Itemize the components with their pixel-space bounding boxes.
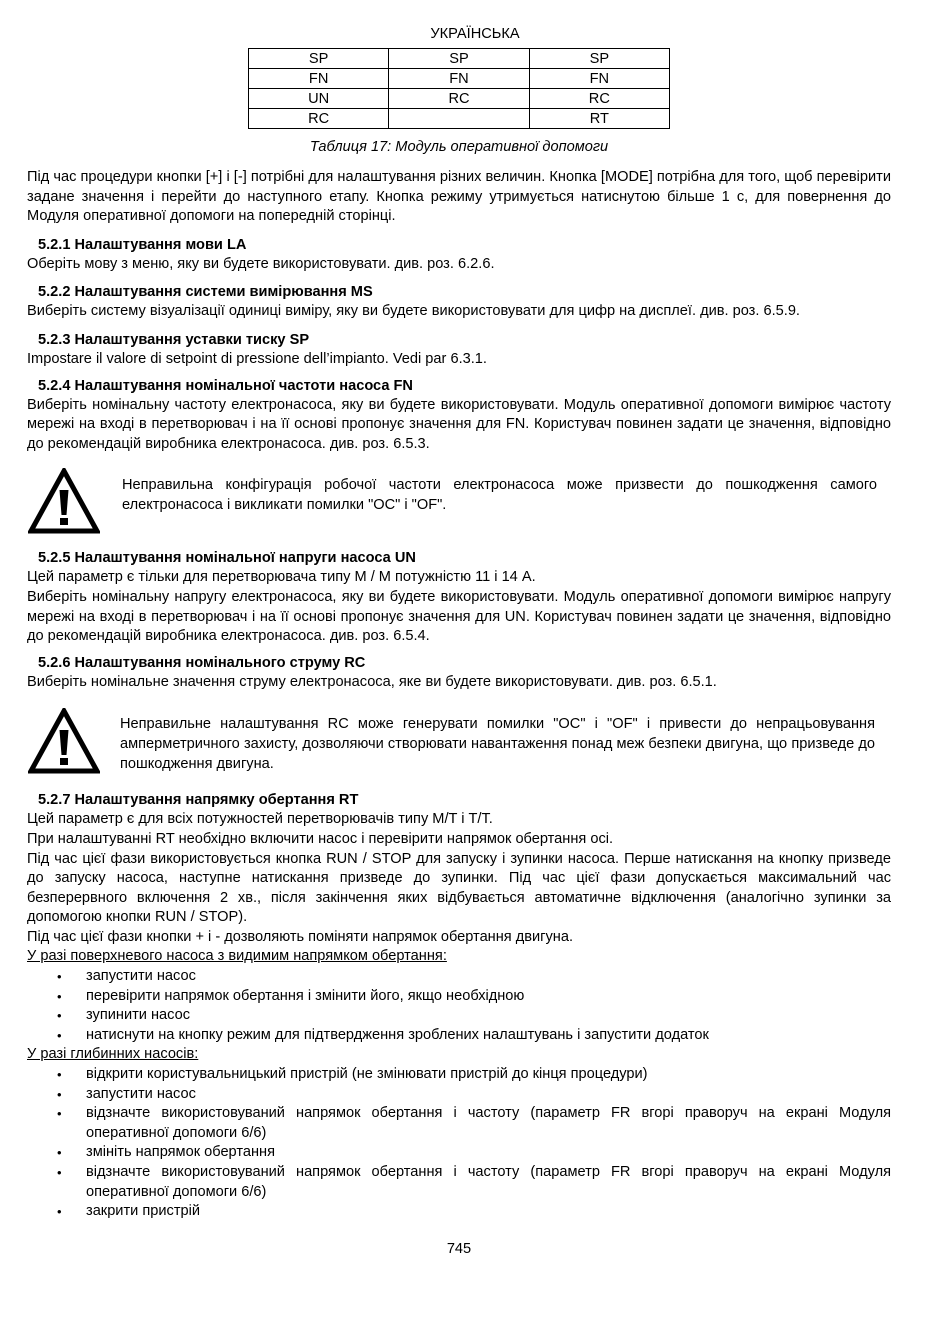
surface-pump-heading: У разі поверхневого насоса з видимим напрямком обертання: [27, 948, 447, 965]
warning-text-current: Неправильне налаштування RC може генерувати помилки "OC" і "OF" і привести до непрацьовування амперметричного захисту, дозволяючи створювати навантаження понад меж безпеки двигуна, що призведе до пошкодження двигуна. [120, 716, 875, 772]
bullet-icon: • [57, 969, 62, 985]
section-text-5-2-7-direction: Під час цієї фази кнопки + і - дозволяють поміняти напрямок обертання двигуна. [27, 928, 574, 945]
section-heading-5-2-5: 5.2.5 Налаштування номінальної напруги насоса UN [38, 550, 416, 567]
section-heading-5-2-1: 5.2.1 Налаштування мови LA [38, 236, 247, 253]
bullet-icon: • [57, 1106, 62, 1122]
table-row [249, 49, 670, 69]
section-text-5-2-5-scope: Цей параметр є тільки для перетворювача типу M / M потужністю 11 і 14 A. [27, 569, 536, 586]
bullet-icon: • [57, 1027, 62, 1043]
bullet-icon: • [57, 1067, 62, 1083]
list-item: • запустити насос [27, 967, 891, 987]
list-item: • запустити насос [27, 1085, 891, 1105]
table-cell: FN [249, 69, 389, 89]
table-row [249, 89, 670, 109]
section-heading-5-2-6: 5.2.6 Налаштування номінального струму RC [38, 654, 366, 671]
table-cell: UN [249, 89, 389, 109]
page-header-language: УКРАЇНСЬКА [430, 26, 520, 42]
table-caption: Таблиця 17: Модуль оперативної допомоги [309, 139, 609, 155]
surface-pump-steps [27, 967, 891, 1045]
bullet-icon: • [57, 1086, 62, 1102]
list-item: • натиснути на кнопку режим для підтвердження зроблених налаштувань і запустити додаток [27, 1026, 891, 1046]
table-cell: SP [389, 49, 529, 69]
table-cell [389, 109, 529, 129]
section-text-5-2-2: Виберіть систему візуалізації одиниці виміру, яку ви будете використовувати для цифр на дисплеї. див. роз. 6.5.9. [27, 303, 800, 320]
table-cell: RC [529, 89, 669, 109]
list-item: • змініть напрямок обертання [27, 1143, 891, 1163]
assistance-module-table [248, 48, 670, 129]
page-number: 745 [446, 1241, 472, 1257]
bullet-icon: • [57, 1165, 62, 1180]
table-row [249, 69, 670, 89]
section-text-5-2-6: Виберіть номінальне значення струму електронасоса, яке ви будете використовувати. див. роз. 6.5.1. [27, 673, 717, 690]
section-heading-5-2-4: 5.2.4 Налаштування номінальної частоти насоса FN [38, 377, 413, 394]
bullet-icon: • [57, 1204, 62, 1220]
deep-pump-steps [27, 1065, 891, 1222]
warning-text-frequency: Неправильна конфігурація робочої частоти електронасоса може призвести до пошкодження самого електронасоса і викликати помилки "OC" і "OF". [122, 477, 877, 513]
intro-paragraph: Під час процедури кнопки [+] і [-] потрібні для налаштування різних величин. Кнопка [MODE] потрібна для того, щоб перевірити задане значення і перейти до наступного етапу. Кнопка режиму утримується натиснутою більше 1 с, для повернення до Модуля оперативної допомоги на попередній сторінці. [27, 169, 891, 225]
bullet-icon: • [57, 1145, 62, 1161]
section-text-5-2-7-scope: Цей параметр є для всіх потужностей перетворювачів типу M/T і T/T. [27, 811, 493, 828]
document-body [27, 168, 891, 1222]
section-text-5-2-4: Виберіть номінальну частоту електронасоса, яку ви будете використовувати. Модуль оперативної допомоги вимірює частоту мережі на вході в перетворювач і на її основі пропонує значення для FN. Користувач повинен задати це значення, відповідно до рекомендацій виробника електронасоса. див. роз. 6.5.3. [27, 396, 891, 452]
warning-box-frequency [27, 468, 891, 540]
warning-triangle-icon [28, 708, 100, 774]
list-item: • відзначте використовуваний напрямок обертання і частоту (параметр FR вгорі праворуч на екрані Модуля оперативної допомоги 6/6) [57, 1164, 891, 1200]
section-heading-5-2-2: 5.2.2 Налаштування системи вимірювання MS [38, 284, 373, 301]
deep-pump-heading: У разі глибинних насосів: [27, 1046, 199, 1063]
table-cell: RC [249, 109, 389, 129]
section-text-5-2-7-setup: При налаштуванні RT необхідно включити насос і перевірити напрямок обертання осі. [27, 830, 614, 847]
warning-triangle-icon [28, 468, 100, 534]
section-heading-5-2-7: 5.2.7 Налаштування напрямку обертання RT [38, 792, 359, 809]
section-text-5-2-3: Impostare il valore di setpoint di pressione dell’impianto. Vedi par 6.3.1. [27, 350, 487, 367]
table-row [249, 109, 670, 129]
table-cell: FN [529, 69, 669, 89]
list-item: • закрити пристрій [27, 1202, 891, 1222]
warning-box-current [27, 708, 891, 782]
section-heading-5-2-3: 5.2.3 Налаштування уставки тиску SP [38, 331, 310, 348]
table-cell: RT [529, 109, 669, 129]
table-cell: FN [389, 69, 529, 89]
bullet-icon: • [57, 988, 62, 1004]
list-item: • відзначте використовуваний напрямок обертання і частоту (параметр FR вгорі праворуч на екрані Модуля оперативної допомоги 6/6) [57, 1105, 891, 1141]
list-item: • відкрити користувальницький пристрій (не змінювати пристрій до кінця процедури) [27, 1065, 891, 1085]
table-cell: SP [249, 49, 389, 69]
list-item: • зупинити насос [27, 1006, 891, 1026]
table-cell: RC [389, 89, 529, 109]
section-text-5-2-1: Оберіть мову з меню, яку ви будете використовувати. див. роз. 6.2.6. [27, 255, 495, 272]
list-item: • перевірити напрямок обертання і змінити його, якщо необхідною [27, 987, 891, 1007]
section-text-5-2-5: Виберіть номінальну напругу електронасоса, яку ви будете використовувати. Модуль оперативної допомоги вимірює напругу мережі на вході в перетворювач і на її основі пропонує значення для UN. Користувач повинен задати це значення, відповідно до рекомендацій виробника електронасоса. див. роз. 6.5.4. [27, 588, 891, 645]
section-text-5-2-7-run-stop: Під час цієї фази використовується кнопка RUN / STOP для запуску і зупинки насоса. Перше натискання на кнопку призведе до запуску насоса, наступне натискання призведе до зупинки. Під час цієї фази допускається максимальний час безперервного включення 2 хв., після закінчення яких відбувається автоматичне відключення (аналогічно зупинки за допомогою кнопки RUN / STOP). [27, 850, 891, 926]
bullet-icon: • [57, 1008, 62, 1024]
table-cell: SP [529, 49, 669, 69]
